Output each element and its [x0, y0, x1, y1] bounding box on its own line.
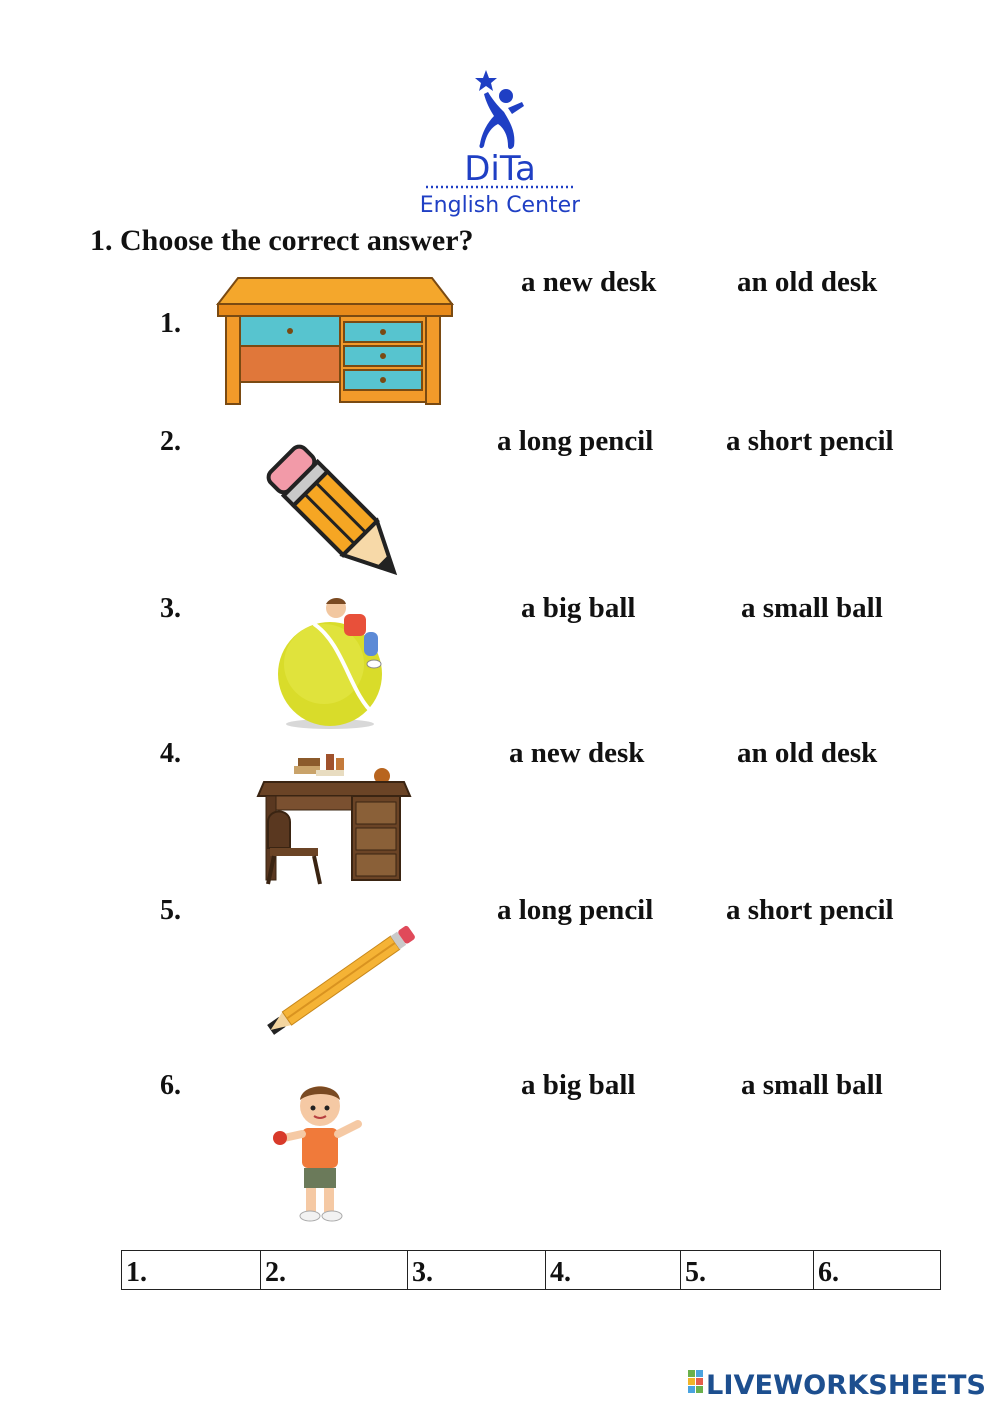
exercise-heading: 1. Choose the correct answer? [90, 224, 474, 257]
answer-cell-6[interactable]: 6. [814, 1251, 941, 1290]
option-a[interactable]: a long pencil [497, 894, 654, 926]
item-number: 2. [160, 426, 181, 457]
option-b[interactable]: a short pencil [726, 894, 894, 926]
brand-name: LIVEWORKSHEETS [706, 1370, 986, 1397]
short-pencil-icon [266, 446, 406, 582]
new-desk-icon [216, 278, 454, 406]
long-pencil-icon [256, 932, 412, 1044]
liveworksheets-logo [688, 1367, 988, 1397]
logo-name: DiTa [464, 149, 536, 189]
option-b[interactable]: an old desk [737, 266, 878, 298]
answer-cell-1[interactable]: 1. [122, 1251, 261, 1290]
option-b[interactable]: a short pencil [726, 425, 894, 457]
option-a[interactable]: a big ball [521, 1069, 636, 1101]
old-desk-icon [254, 752, 412, 886]
answer-cell-4[interactable]: 4. [546, 1251, 681, 1290]
logo-subtitle: English Center [420, 193, 580, 218]
item-number: 4. [160, 738, 181, 769]
option-b[interactable]: a small ball [741, 1069, 883, 1101]
exercise-title: Choose the correct answer? [120, 224, 474, 257]
small-ball-icon [270, 1080, 374, 1224]
option-a[interactable]: a big ball [521, 592, 636, 624]
liveworksheets-grid-icon [688, 1370, 703, 1393]
option-a[interactable]: a long pencil [497, 425, 654, 457]
item-number: 5. [160, 895, 181, 926]
answer-table [121, 1250, 941, 1290]
answer-cell-3[interactable]: 3. [408, 1251, 546, 1290]
answer-cell-2[interactable]: 2. [261, 1251, 408, 1290]
star-figure-icon [475, 70, 524, 149]
item-number: 3. [160, 593, 181, 624]
item-number: 6. [160, 1070, 181, 1101]
option-b[interactable]: an old desk [737, 737, 878, 769]
option-a[interactable]: a new desk [521, 266, 657, 298]
option-b[interactable]: a small ball [741, 592, 883, 624]
option-a[interactable]: a new desk [509, 737, 645, 769]
item-number: 1. [160, 308, 181, 339]
answer-cell-5[interactable]: 5. [681, 1251, 814, 1290]
table-row [122, 1251, 941, 1290]
dita-logo [420, 66, 580, 218]
big-ball-icon [274, 594, 394, 730]
